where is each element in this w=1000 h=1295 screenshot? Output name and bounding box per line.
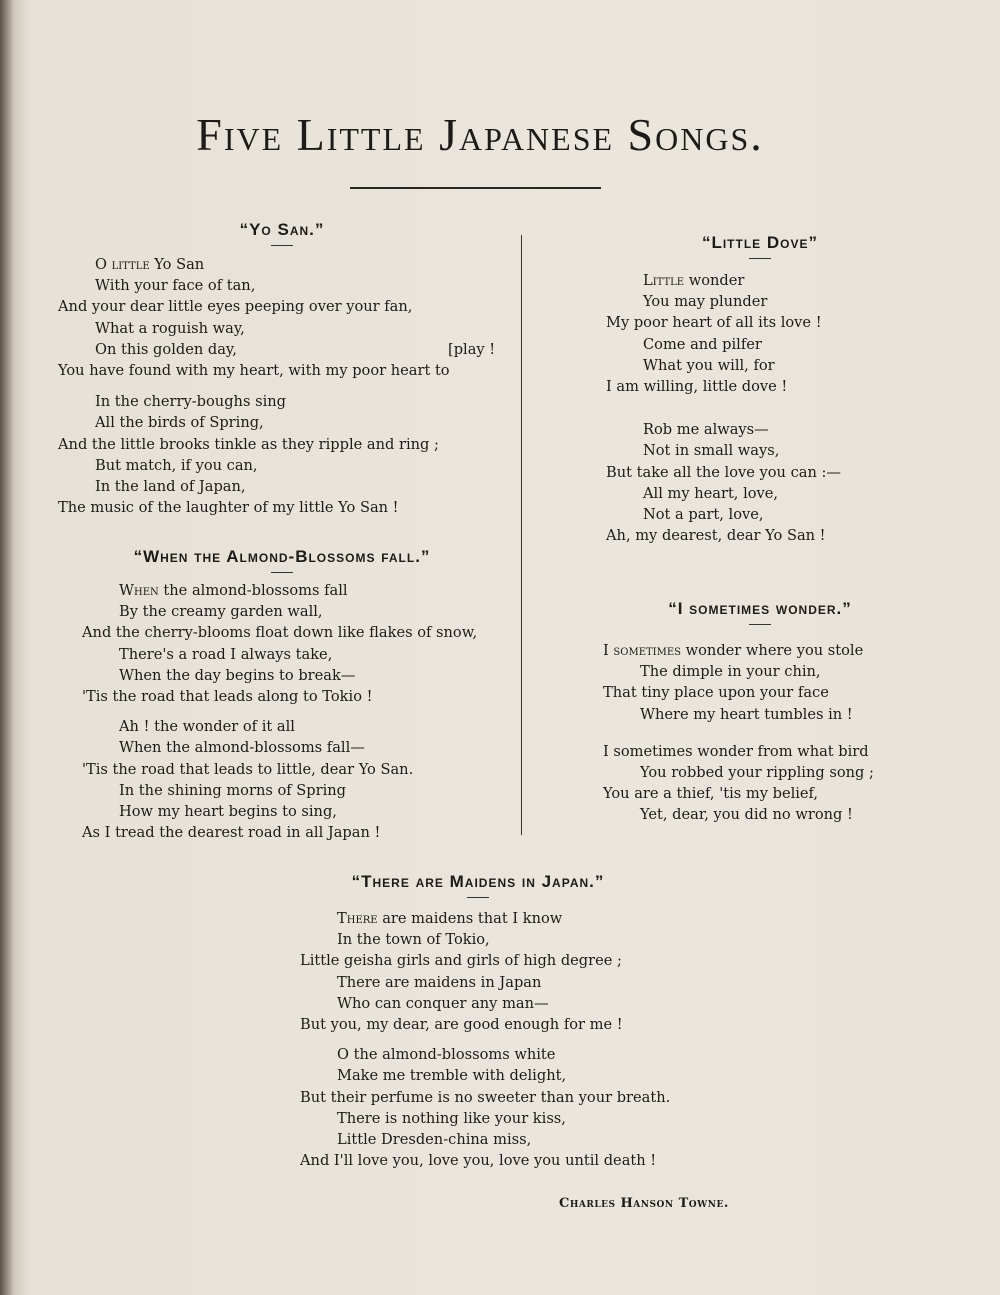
title-dash bbox=[467, 897, 489, 898]
poem-yo-san bbox=[182, 220, 382, 246]
verse-line bbox=[300, 972, 670, 993]
line-text: I am willing, little dove ! bbox=[606, 378, 788, 396]
title-dash bbox=[749, 258, 771, 259]
line-text: Ah, my dearest, dear Yo San ! bbox=[606, 527, 826, 545]
verse-line bbox=[300, 993, 670, 1014]
verse-line bbox=[58, 339, 496, 360]
poem-title: “When the Almond-Blossoms fall.” bbox=[133, 547, 431, 566]
line-text: And the little brooks tinkle as they ripple and ring ; bbox=[58, 435, 439, 453]
line-text: I sometimes wonder from what bird bbox=[603, 742, 869, 760]
poem-almond-blossoms-lines bbox=[82, 580, 477, 843]
verse-line bbox=[603, 783, 874, 804]
line-text: Ah ! the wonder of it all bbox=[119, 718, 295, 736]
verse-line bbox=[82, 644, 477, 665]
line-text: With your face of tan, bbox=[95, 277, 256, 295]
verse-line bbox=[58, 318, 450, 339]
verse-line bbox=[82, 622, 477, 643]
page-title: Five Little Japanese Songs. bbox=[196, 109, 764, 160]
line-text: And your dear little eyes peeping over your fan, bbox=[58, 298, 413, 316]
line-text: Make me tremble with delight, bbox=[337, 1067, 567, 1085]
poem-title: “Little Dove” bbox=[701, 233, 819, 252]
small-caps-lead: O little bbox=[95, 256, 150, 273]
poem-title: “There are Maidens in Japan.” bbox=[351, 872, 605, 891]
verse-line bbox=[606, 270, 841, 291]
line-text: In the town of Tokio, bbox=[337, 931, 490, 949]
stanza bbox=[300, 1044, 670, 1171]
line-text: What a roguish way, bbox=[95, 319, 245, 337]
verse-line bbox=[300, 1065, 670, 1086]
line-text: How my heart begins to sing, bbox=[119, 803, 337, 821]
verse-line bbox=[82, 737, 477, 758]
verse-line bbox=[300, 1129, 670, 1150]
verse-line bbox=[606, 334, 841, 355]
title-dash bbox=[271, 245, 293, 246]
verse-line bbox=[300, 1150, 670, 1171]
small-caps-lead: I sometimes bbox=[603, 642, 682, 659]
line-text: But take all the love you can :— bbox=[606, 463, 841, 481]
verse-line bbox=[58, 391, 450, 412]
verse-line bbox=[82, 601, 477, 622]
line-text: The music of the laughter of my little Yo San ! bbox=[58, 499, 399, 517]
verse-line bbox=[300, 1087, 670, 1108]
title-rule bbox=[350, 187, 601, 189]
verse-line bbox=[606, 376, 841, 397]
small-caps-lead: When bbox=[119, 582, 159, 599]
author-signature: Charles Hanson Towne. bbox=[559, 1196, 729, 1211]
title-dash bbox=[271, 572, 293, 573]
poem-little-dove bbox=[640, 233, 880, 259]
line-text: O the almond-blossoms white bbox=[337, 1046, 556, 1064]
verse-line bbox=[300, 1108, 670, 1129]
stanza bbox=[82, 580, 477, 707]
line-text: My poor heart of all its love ! bbox=[606, 314, 822, 332]
verse-line bbox=[58, 476, 450, 497]
line-text: In the cherry-boughs sing bbox=[95, 393, 286, 411]
stanza bbox=[603, 741, 874, 826]
verse-line bbox=[606, 504, 841, 525]
stanza bbox=[82, 716, 477, 843]
verse-line bbox=[603, 640, 874, 661]
poem-maidens-in-japan-lines bbox=[300, 908, 670, 1171]
poem-yo-san-lines bbox=[58, 254, 496, 518]
verse-line bbox=[82, 665, 477, 686]
turnover-word: [play ! bbox=[448, 340, 496, 358]
verse-line bbox=[300, 1014, 670, 1035]
line-text: 'Tis the road that leads along to Tokio ! bbox=[82, 688, 373, 706]
verse-line bbox=[82, 716, 477, 737]
line-text: You are a thief, 'tis my belief, bbox=[603, 785, 819, 803]
line-text: By the creamy garden wall, bbox=[119, 603, 323, 621]
verse-line bbox=[606, 355, 841, 376]
verse-line bbox=[58, 455, 450, 476]
line-text: Who can conquer any man— bbox=[337, 994, 549, 1012]
verse-line bbox=[58, 360, 450, 381]
line-text: wonder bbox=[684, 272, 745, 289]
stanza bbox=[606, 419, 841, 546]
verse-line bbox=[82, 759, 477, 780]
line-text: the almond-blossoms fall bbox=[158, 582, 348, 599]
line-text: What you will, for bbox=[643, 356, 775, 374]
verse-line bbox=[58, 254, 450, 275]
verse-line bbox=[82, 580, 477, 601]
line-text: When the almond-blossoms fall— bbox=[119, 739, 365, 757]
line-text: Come and pilfer bbox=[643, 335, 762, 353]
verse-line bbox=[82, 822, 477, 843]
line-text: Yo San bbox=[149, 256, 205, 273]
stanza bbox=[603, 640, 874, 725]
line-text: But match, if you can, bbox=[95, 456, 258, 474]
verse-line bbox=[300, 950, 670, 971]
verse-line bbox=[300, 929, 670, 950]
line-text: wonder where you stole bbox=[681, 642, 864, 659]
column-divider bbox=[521, 235, 522, 835]
line-text: Little Dresden-china miss, bbox=[337, 1131, 532, 1149]
line-text: There are maidens in Japan bbox=[337, 973, 542, 991]
line-text: All my heart, love, bbox=[643, 484, 779, 502]
verse-line bbox=[58, 275, 450, 296]
poem-i-sometimes-wonder-lines bbox=[603, 640, 874, 826]
line-text: You robbed your rippling song ; bbox=[640, 764, 874, 782]
line-text: Rob me always— bbox=[643, 421, 769, 439]
poem-title: “I sometimes wonder.” bbox=[668, 599, 852, 618]
stanza bbox=[58, 254, 496, 381]
line-text: That tiny place upon your face bbox=[603, 684, 829, 702]
poem-maidens-in-japan bbox=[298, 872, 658, 898]
line-text: On this golden day, bbox=[95, 340, 237, 358]
verse-line bbox=[603, 762, 874, 783]
stanza bbox=[606, 270, 841, 397]
line-text: And I'll love you, love you, love you until death ! bbox=[300, 1152, 657, 1170]
verse-line bbox=[58, 434, 450, 455]
line-text: The dimple in your chin, bbox=[640, 663, 821, 681]
small-caps-lead: Little bbox=[643, 272, 685, 289]
verse-line bbox=[300, 1044, 670, 1065]
line-text: Little geisha girls and girls of high degree ; bbox=[300, 952, 622, 970]
small-caps-lead: There bbox=[337, 910, 378, 927]
line-text: All the birds of Spring, bbox=[95, 414, 264, 432]
verse-line bbox=[603, 741, 874, 762]
verse-line bbox=[82, 780, 477, 801]
verse-line bbox=[606, 312, 841, 333]
line-text: And the cherry-blooms float down like flakes of snow, bbox=[82, 624, 478, 642]
line-text: Not a part, love, bbox=[643, 506, 764, 524]
line-text: Not in small ways, bbox=[643, 442, 780, 460]
verse-line bbox=[300, 908, 670, 929]
line-text: When the day begins to break— bbox=[119, 666, 356, 684]
line-text: You have found with my heart, with my poor heart to bbox=[58, 362, 450, 380]
verse-line bbox=[603, 661, 874, 682]
verse-line bbox=[82, 801, 477, 822]
line-text: As I tread the dearest road in all Japan ! bbox=[82, 824, 381, 842]
verse-line bbox=[606, 483, 841, 504]
line-text: are maidens that I know bbox=[377, 910, 563, 927]
line-text: In the land of Japan, bbox=[95, 478, 246, 496]
poem-title: “Yo San.” bbox=[239, 220, 325, 239]
line-text: There is nothing like your kiss, bbox=[337, 1109, 566, 1127]
verse-line bbox=[603, 704, 874, 725]
verse-line bbox=[606, 419, 841, 440]
line-text: Yet, dear, you did no wrong ! bbox=[640, 806, 853, 824]
line-text: But you, my dear, are good enough for me ! bbox=[300, 1016, 623, 1034]
line-text: There's a road I always take, bbox=[119, 645, 333, 663]
verse-line bbox=[606, 440, 841, 461]
verse-line bbox=[82, 686, 477, 707]
stanza bbox=[300, 908, 670, 1035]
line-text: You may plunder bbox=[643, 293, 768, 311]
title-dash bbox=[749, 624, 771, 625]
poem-almond-blossoms bbox=[52, 547, 512, 573]
line-text: Where my heart tumbles in ! bbox=[640, 705, 853, 723]
verse-line bbox=[58, 296, 450, 317]
verse-line bbox=[606, 462, 841, 483]
line-text: But their perfume is no sweeter than your breath. bbox=[300, 1088, 671, 1106]
verse-line bbox=[58, 412, 450, 433]
line-text: In the shining morns of Spring bbox=[119, 781, 347, 799]
verse-line bbox=[606, 291, 841, 312]
stanza bbox=[58, 391, 450, 518]
poem-little-dove-lines bbox=[606, 270, 841, 546]
poem-i-sometimes-wonder bbox=[620, 599, 900, 625]
verse-line bbox=[603, 804, 874, 825]
line-text: 'Tis the road that leads to little, dear Yo San. bbox=[82, 760, 414, 778]
verse-line bbox=[58, 497, 450, 518]
verse-line bbox=[606, 525, 841, 546]
verse-line bbox=[603, 682, 874, 703]
